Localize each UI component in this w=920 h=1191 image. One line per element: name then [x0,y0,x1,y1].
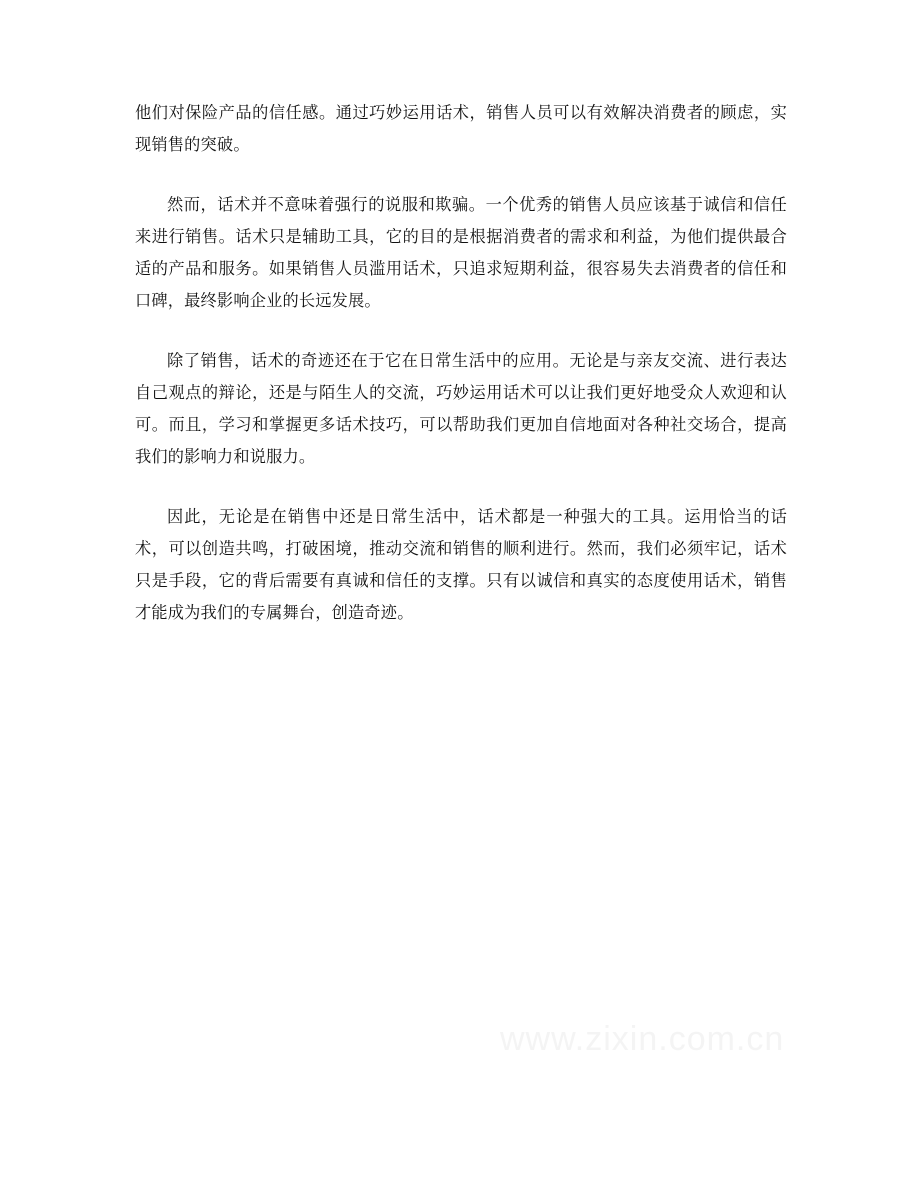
document-body [135,97,787,657]
paragraph: 除了销售，话术的奇迹还在于它在日常生活中的应用。无论是与亲友交流、进行表达自己观点的辩论，还是与陌生人的交流，巧妙运用话术可以让我们更好地受众人欢迎和认可。而且，学习和掌握更多话术技巧，可以帮助我们更加自信地面对各种社交场合，提高我们的影响力和说服力。 [135,351,787,466]
paragraph-continued: 他们对保险产品的信任感。通过巧妙运用话术，销售人员可以有效解决消费者的顾虑，实现销售的突破。 [135,103,787,154]
paragraph: 因此，无论是在销售中还是日常生活中，话术都是一种强大的工具。运用恰当的话术，可以创造共鸣，打破困境，推动交流和销售的顺利进行。然而，我们必须牢记，话术只是手段，它的背后需要有真诚和信任的支撑。只有以诚信和真实的态度使用话术，销售才能成为我们的专属舞台，创造奇迹。 [135,507,787,622]
paragraph: 然而，话术并不意味着强行的说服和欺骗。一个优秀的销售人员应该基于诚信和信任来进行销售。话术只是辅助工具，它的目的是根据消费者的需求和利益，为他们提供最合适的产品和服务。如果销售人员滥用话术，只追求短期利益，很容易失去消费者的信任和口碑，最终影响企业的长远发展。 [135,195,787,310]
watermark: www.zixin.com.cn [500,1020,785,1058]
